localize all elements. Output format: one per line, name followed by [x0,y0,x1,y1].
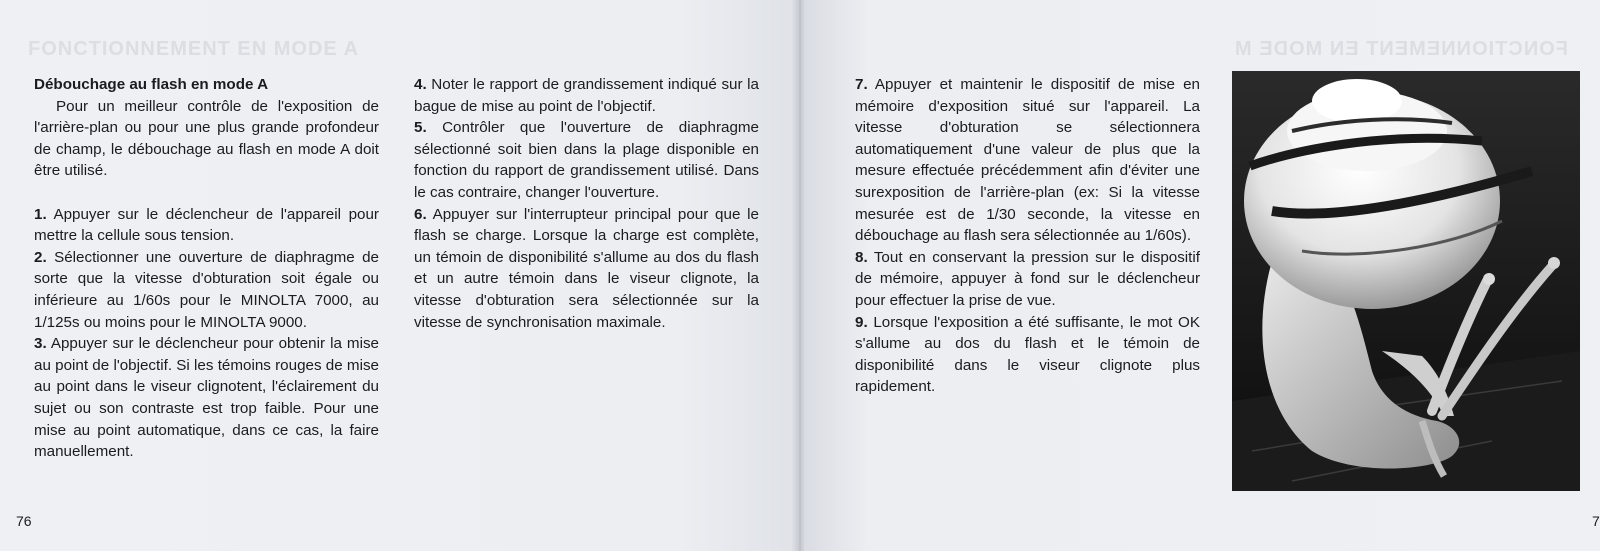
step-9 [855,312,1200,398]
step-number: 2. [34,248,47,266]
step-number: 3. [34,335,47,353]
page-number-left: 76 [16,513,32,529]
intro-paragraph: Pour un meilleur contrôle de l'exposition de l'arrière-plan ou pour une plus grande profondeur de champ, le débouchage au flash en mode A doit être utilisé. [34,97,379,180]
step-number: 7. [855,76,868,93]
step-text: Appuyer et maintenir le dispositif de mise en mémoire d'exposition situé sur l'appareil. La vitesse d'obturation se sélectionnera automatiquement d'une valeur de plus que la mesure effectuée précédemment afin d'éviter une surexposition de l'arrière-plan (ex: Si la vitesse mesurée est de 1/30 seconde, la vitesse en débouchage au flash sera sélectionnée au 1/60s). [855,76,1200,245]
step-text: Noter le rapport de grandissement indiqué sur la bague de mise au point de l'objectif. [414,76,759,115]
step-4 [414,74,759,117]
section-heading: Débouchage au flash en mode A [34,76,269,93]
step-8 [855,247,1200,312]
step-text: Lorsque l'exposition a été suffisante, le mot OK s'allume au dos du flash et le témoin de disponibilité dans le viseur clignote plus rapidement. [855,313,1200,396]
right-column [855,74,1200,398]
step-text: Appuyer sur le déclencheur de l'appareil pour mettre la cellule sous tension. [34,205,379,245]
step-number: 5. [414,119,427,137]
bleed-through-header-right: FONCTIONNEMENT EN MODE M [1234,38,1568,60]
left-column-2 [414,74,759,333]
step-2 [34,247,379,333]
step-number: 4. [414,76,427,93]
step-3 [34,333,379,463]
step-1 [34,204,379,247]
step-text: Appuyer sur l'interrupteur principal pour que le flash se charge. Lorsque la charge est complète, un témoin de disponibilité s'allume au dos du flash et un autre témoin dans le viseur clignote, la vitesse d'obturation sera sélectionnée sur la vitesse de synchronisation maximale. [414,205,759,331]
step-5 [414,117,759,203]
step-text: Contrôler que l'ouverture de diaphragme sélectionné soit bien dans la plage disponible en fonction du rapport de grandissement utilisé. Dans le cas contraire, changer l'ouverture. [414,119,759,201]
step-7 [855,74,1200,247]
step-number: 1. [34,205,47,223]
step-number: 8. [855,248,868,266]
step-number: 6. [414,205,427,223]
snail-photograph [1232,71,1580,491]
step-text: Sélectionner une ouverture de diaphragme de sorte que la vitesse d'obturation soit égale ou inférieure au 1/60s pour le MINOLTA 7000, au 1/125s ou moins pour le MINOLTA 9000. [34,248,379,331]
step-text: Tout en conservant la pression sur le dispositif de mémoire, appuyer à fond sur le déclencheur pour effectuer la prise de vue. [855,248,1200,309]
bleed-through-header-left: FONCTIONNEMENT EN MODE A [28,38,360,60]
left-page [0,0,796,551]
step-text: Appuyer sur le déclencheur pour obtenir la mise au point de l'objectif. Si les témoins rouges de mise au point dans le viseur clignotent, l'éclairement du sujet ou son contraste est trop faible. Pour une mise au point automatique, dans ce cas, la faire manuellement. [34,335,379,461]
snail-illustration [1232,71,1580,491]
page-number-right: 7 [1592,513,1600,529]
step-number: 9. [855,313,868,331]
step-6 [414,204,759,334]
left-column-1 [34,74,379,463]
